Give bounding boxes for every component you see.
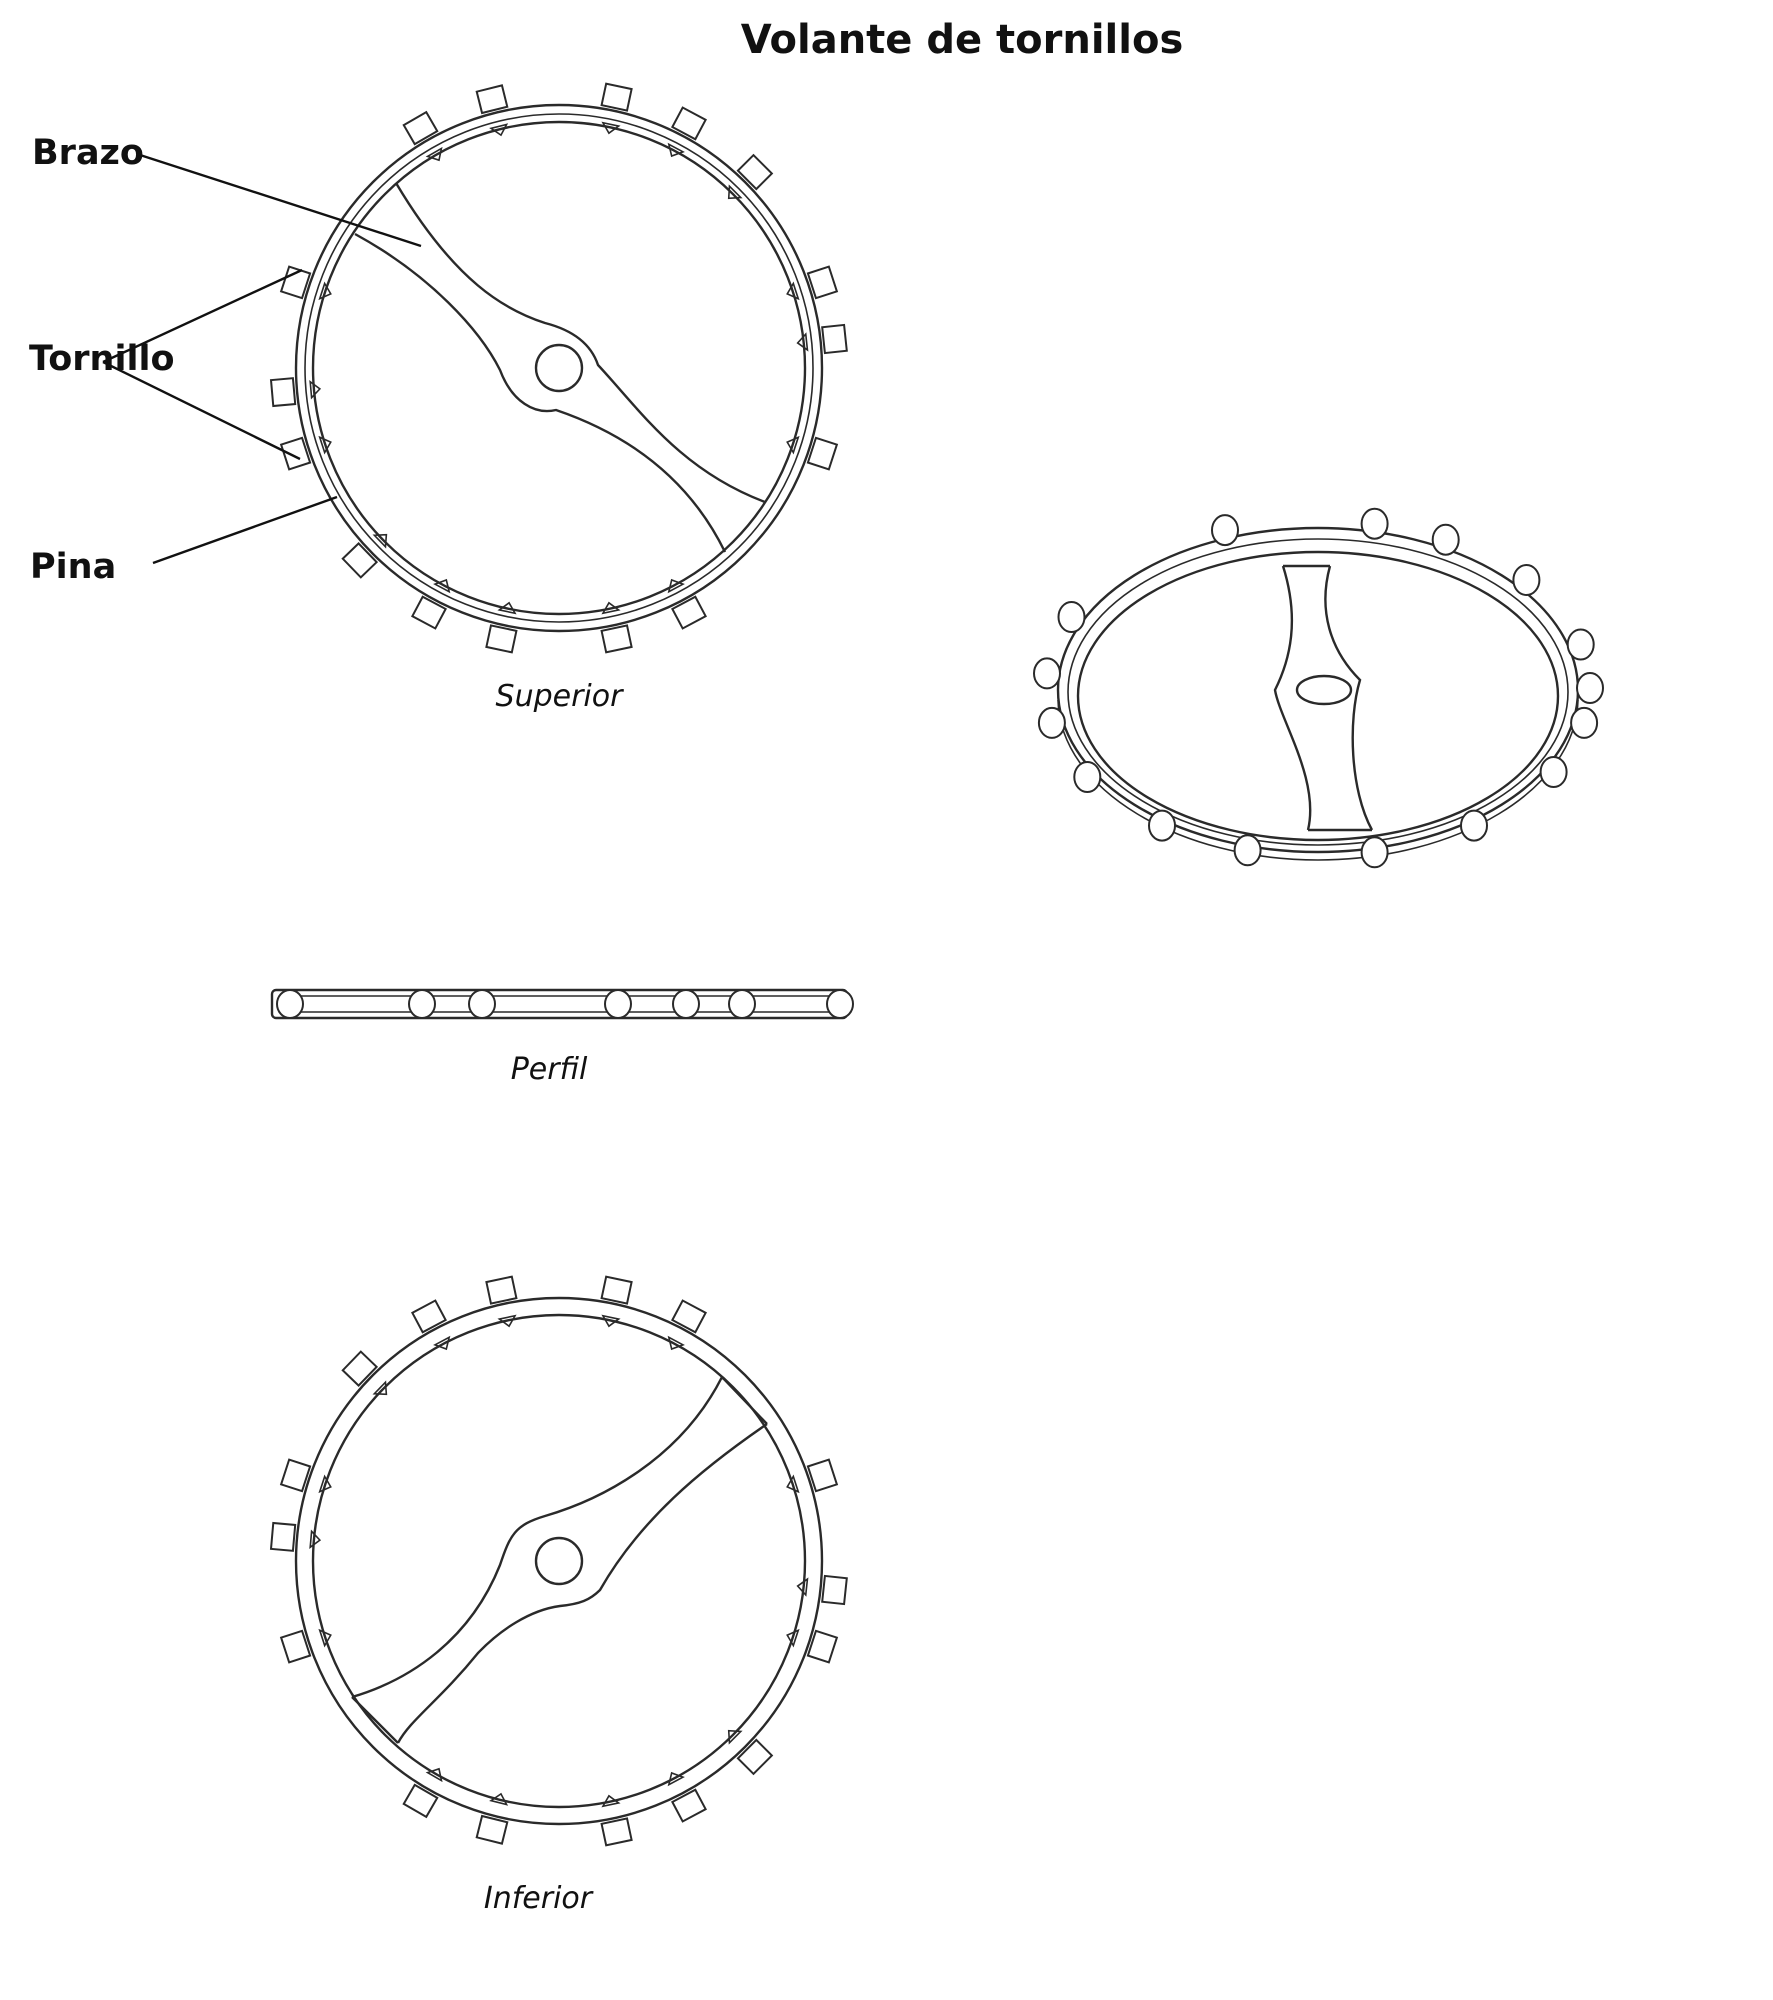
screw-head xyxy=(404,112,438,144)
top-view-rim-inner-1 xyxy=(305,114,813,622)
top-view-hub-hole xyxy=(536,345,582,391)
screw-head xyxy=(343,1352,377,1386)
screw-head xyxy=(1034,658,1060,688)
perspective-hub-hole xyxy=(1297,676,1351,704)
screw-head xyxy=(477,1816,508,1844)
screw-head xyxy=(404,1785,438,1817)
label-rim: Pina xyxy=(30,547,117,587)
perspective-screws xyxy=(1034,509,1603,868)
callouts xyxy=(29,133,421,587)
top-view-screws xyxy=(271,84,847,653)
screw-head xyxy=(1149,811,1175,841)
screw-head xyxy=(1571,708,1597,738)
screw-head xyxy=(1433,525,1459,555)
screw-slot xyxy=(491,124,509,137)
top-view-screw-slots xyxy=(310,123,807,614)
top-view-rim-outer xyxy=(296,105,822,631)
screw-head xyxy=(602,1277,632,1304)
screw-head xyxy=(343,543,377,577)
caption-top-view: Superior xyxy=(495,679,623,714)
screw-head xyxy=(827,990,853,1018)
perspective-rim-outer xyxy=(1058,528,1578,852)
top-view-rim-inner-2 xyxy=(313,122,805,614)
perspective-rim-inner-1 xyxy=(1068,539,1568,845)
bottom-view-screws xyxy=(271,1277,847,1846)
bottom-view xyxy=(271,1277,847,1846)
screw-head xyxy=(409,990,435,1018)
bottom-view-hub-hole xyxy=(536,1538,582,1584)
leader-screw-lower xyxy=(103,362,300,459)
screw-slot xyxy=(491,1792,509,1805)
diagram-title: Volante de tornillos xyxy=(740,17,1184,63)
caption-bottom-view: Inferior xyxy=(483,1881,593,1916)
caption-profile-view: Perfil xyxy=(510,1052,588,1087)
screw-head xyxy=(271,378,295,406)
leader-rim xyxy=(153,497,337,563)
screw-head xyxy=(277,990,303,1018)
screw-head xyxy=(738,1740,772,1774)
perspective-rim-thickness xyxy=(1058,700,1578,860)
screw-head xyxy=(1212,515,1238,545)
screw-head xyxy=(477,85,508,113)
screw-slot xyxy=(499,1316,517,1328)
profile-rim-body xyxy=(272,990,847,1018)
screw-head xyxy=(486,1277,516,1304)
screw-slot xyxy=(601,1316,619,1328)
screw-head xyxy=(1362,837,1388,867)
profile-screws xyxy=(277,990,853,1018)
label-arm: Brazo xyxy=(32,133,144,173)
profile-view xyxy=(272,990,853,1018)
screw-head xyxy=(271,1523,295,1551)
screw-slot xyxy=(601,1794,619,1806)
screw-head xyxy=(1461,811,1487,841)
perspective-rim-inner-2 xyxy=(1078,552,1558,840)
screw-head xyxy=(1235,835,1261,865)
screw-head xyxy=(1362,509,1388,539)
screw-head xyxy=(729,990,755,1018)
screw-head xyxy=(673,990,699,1018)
screw-head xyxy=(738,155,772,189)
bottom-view-arm xyxy=(352,1377,767,1743)
screw-slot xyxy=(601,123,619,135)
screw-head xyxy=(602,625,632,652)
leader-screw-upper xyxy=(103,270,302,362)
screw-slot xyxy=(723,1725,741,1743)
screw-head xyxy=(469,990,495,1018)
screw-slot xyxy=(374,1382,392,1400)
screw-head xyxy=(1039,708,1065,738)
screw-slot xyxy=(499,601,517,613)
screw-head xyxy=(602,1818,632,1845)
screw-head xyxy=(822,325,847,353)
label-screw: Tornillo xyxy=(29,339,175,379)
screw-slot xyxy=(601,601,619,613)
top-view xyxy=(271,84,847,653)
screw-head xyxy=(602,84,632,111)
screw-head xyxy=(1513,565,1539,595)
perspective-arm xyxy=(1275,566,1372,830)
bottom-view-rim-outer xyxy=(296,1298,822,1824)
screw-head xyxy=(1059,602,1085,632)
screw-head xyxy=(1074,762,1100,792)
screw-head xyxy=(822,1576,847,1604)
perspective-view xyxy=(1034,509,1603,868)
screw-head xyxy=(1568,630,1594,660)
screw-head xyxy=(1541,757,1567,787)
screw-head xyxy=(1577,673,1603,703)
top-view-arm xyxy=(355,183,765,552)
screw-head xyxy=(486,625,516,652)
screw-head xyxy=(605,990,631,1018)
